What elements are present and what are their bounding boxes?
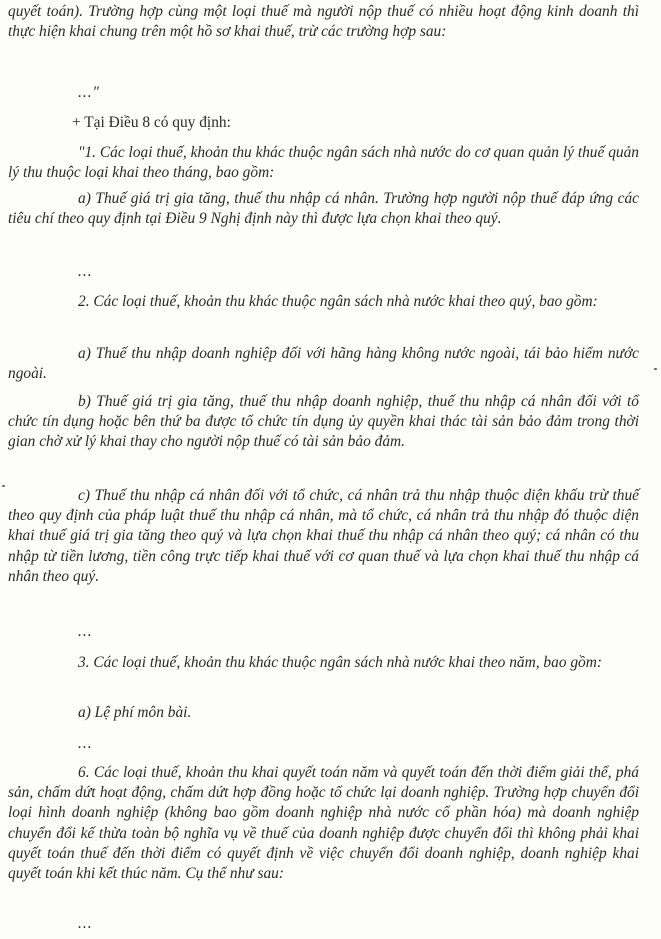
scan-speck <box>654 368 657 370</box>
ellipsis: ... <box>78 263 93 280</box>
paragraph-khoan-1: "1. Các loại thuế, khoản thu khác thuộc ngân sách nhà nước do cơ quan quản lý thuế quản lý thu thuộc loại khai theo tháng, bao gồm: <box>8 144 639 182</box>
ellipsis: ..." <box>78 84 101 101</box>
paragraph-khoan-3a: a) Lệ phí môn bài. <box>78 704 192 721</box>
paragraph-dieu-8: + Tại Điều 8 có quy định: <box>72 114 231 131</box>
ellipsis: ... <box>78 623 93 640</box>
paragraph-intro: quyết toán). Trường hợp cùng một loại thuế mà người nộp thuế có nhiều hoạt động kinh doanh thì thực hiện khai chung trên một hồ sơ khai thuế, trừ các trường hợp sau: <box>8 3 639 41</box>
scan-speck <box>2 485 5 487</box>
paragraph-khoan-2: 2. Các loại thuế, khoản thu khác thuộc ngân sách nhà nước khai theo quý, bao gồm: <box>78 293 598 310</box>
paragraph-khoan-6: 6. Các loại thuế, khoản thu khai quyết toán năm và quyết toán đến thời điểm giải thể, phá sản, chấm dứt hoạt động, chấm dứt hợp đồng hoặc tổ chức lại doanh nghiệp. Trường hợp chuyển đổi loại hình doanh nghiệp (không bao gồm doanh nghiệp nhà nước cổ phần hóa) mà doanh nghiệp chuyển đổi kế thừa toàn bộ nghĩa vụ về thuế của doanh nghiệp được chuyển đổi thì không phải khai quyết toán thuế đến thời điểm có quyết định về việc chuyển đổi doanh nghiệp, doanh nghiệp khai quyết toán khi kết thúc năm. Cụ thể như sau: <box>8 764 639 883</box>
paragraph-khoan-2b: b) Thuế giá trị gia tăng, thuế thu nhập doanh nghiệp, thuế thu nhập cá nhân đối với tổ chức tín dụng hoặc bên thứ ba được tổ chức tín dụng ủy quyền khai thác tài sản bảo đảm trong thời gian chờ xử lý khai thay cho người nộp thuế có tài sản bảo đảm. <box>8 393 639 451</box>
ellipsis: ... <box>78 735 93 752</box>
paragraph-khoan-2a: a) Thuế thu nhập doanh nghiệp đối với hãng hàng không nước ngoài, tái bảo hiểm nước ngoài. <box>8 345 639 383</box>
paragraph-khoan-1a: a) Thuế giá trị gia tăng, thuế thu nhập cá nhân. Trường hợp người nộp thuế đáp ứng các tiêu chí theo quy định tại Điều 9 Nghị định này thì được lựa chọn khai theo quý. <box>8 190 639 228</box>
paragraph-khoan-2c: c) Thuế thu nhập cá nhân đối với tổ chức, cá nhân trả thu nhập thuộc diện khấu trừ thuế theo quy định của pháp luật thuế thu nhập cá nhân, mà tổ chức, cá nhân trả thu nhập đó thuộc diện khai thuế giá trị gia tăng theo quý và lựa chọn khai thuế thu nhập cá nhân theo quý; cá nhân có thu nhập từ tiền lương, tiền công trực tiếp khai thuế với cơ quan thuế và lựa chọn khai thuế thu nhập cá nhân theo quý. <box>8 487 639 585</box>
ellipsis: ... <box>78 915 93 932</box>
paragraph-khoan-3: 3. Các loại thuế, khoản thu khác thuộc ngân sách nhà nước khai theo năm, bao gồm: <box>78 654 602 671</box>
